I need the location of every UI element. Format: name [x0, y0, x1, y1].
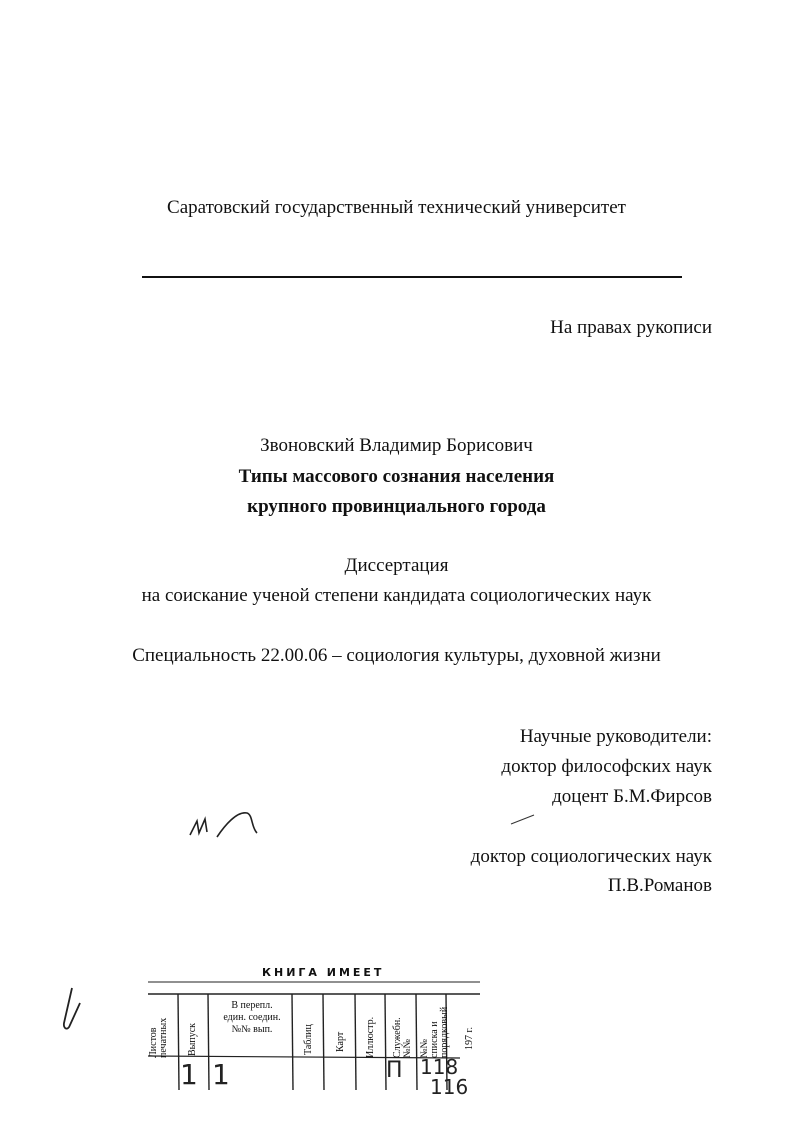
advisor2-name: П.В.Романов [607, 875, 712, 896]
col-bound-line2: един. соедин. [223, 1012, 281, 1023]
col-sheets-header: Листов печатных [148, 1017, 169, 1058]
col-tables-header: Таблиц [303, 1024, 314, 1055]
col-list-header: №№ списка и порядковый [419, 1006, 450, 1058]
service-value: П [386, 1058, 403, 1083]
list-value-below: 116 [430, 1075, 469, 1099]
stamp-title: КНИГА ИМЕЕТ [262, 966, 385, 979]
issue-value: 1 [212, 1058, 230, 1091]
author-name: Звоновский Владимир Борисович [260, 435, 533, 456]
list-value: 118 [420, 1055, 459, 1079]
degree-line: на соискание ученой степени кандидата социологических наук [141, 585, 652, 606]
col-bound-line1: В перепл. [231, 1000, 273, 1011]
col-year-header: 197 г. [464, 1027, 475, 1050]
col-bound-line3: №№ вып. [231, 1024, 273, 1035]
col-bound-header [213, 1000, 291, 1036]
advisor1-name: доцент Б.М.Фирсов [552, 786, 712, 807]
margin-mark [58, 985, 88, 1035]
col-service-header: Служебн. №№ [392, 1017, 413, 1058]
rights-note: На правах рукописи [550, 317, 712, 338]
col-maps-header: Карт [335, 1031, 346, 1052]
col-issue-header: Выпуск [187, 1022, 198, 1056]
university-name: Саратовский государственный технический университет [167, 197, 626, 218]
title-line-1: Типы массового сознания населения [238, 466, 555, 487]
sheets-value: 1 [180, 1058, 198, 1091]
advisor1-degree: доктор философских наук [501, 756, 712, 777]
stray-mark [510, 812, 535, 826]
title-line-2: крупного провинциального города [247, 496, 546, 517]
col-illustrations-header: Иллюстр. [365, 1016, 376, 1058]
advisor2-degree: доктор социологических наук [470, 846, 712, 867]
signature-mark [185, 805, 275, 845]
specialty-line: Специальность 22.00.06 – социология культуры, духовной жизни [132, 645, 661, 666]
advisors-heading: Научные руководители: [519, 726, 712, 747]
dissertation-type: Диссертация [344, 555, 449, 576]
header-rule [142, 276, 682, 278]
